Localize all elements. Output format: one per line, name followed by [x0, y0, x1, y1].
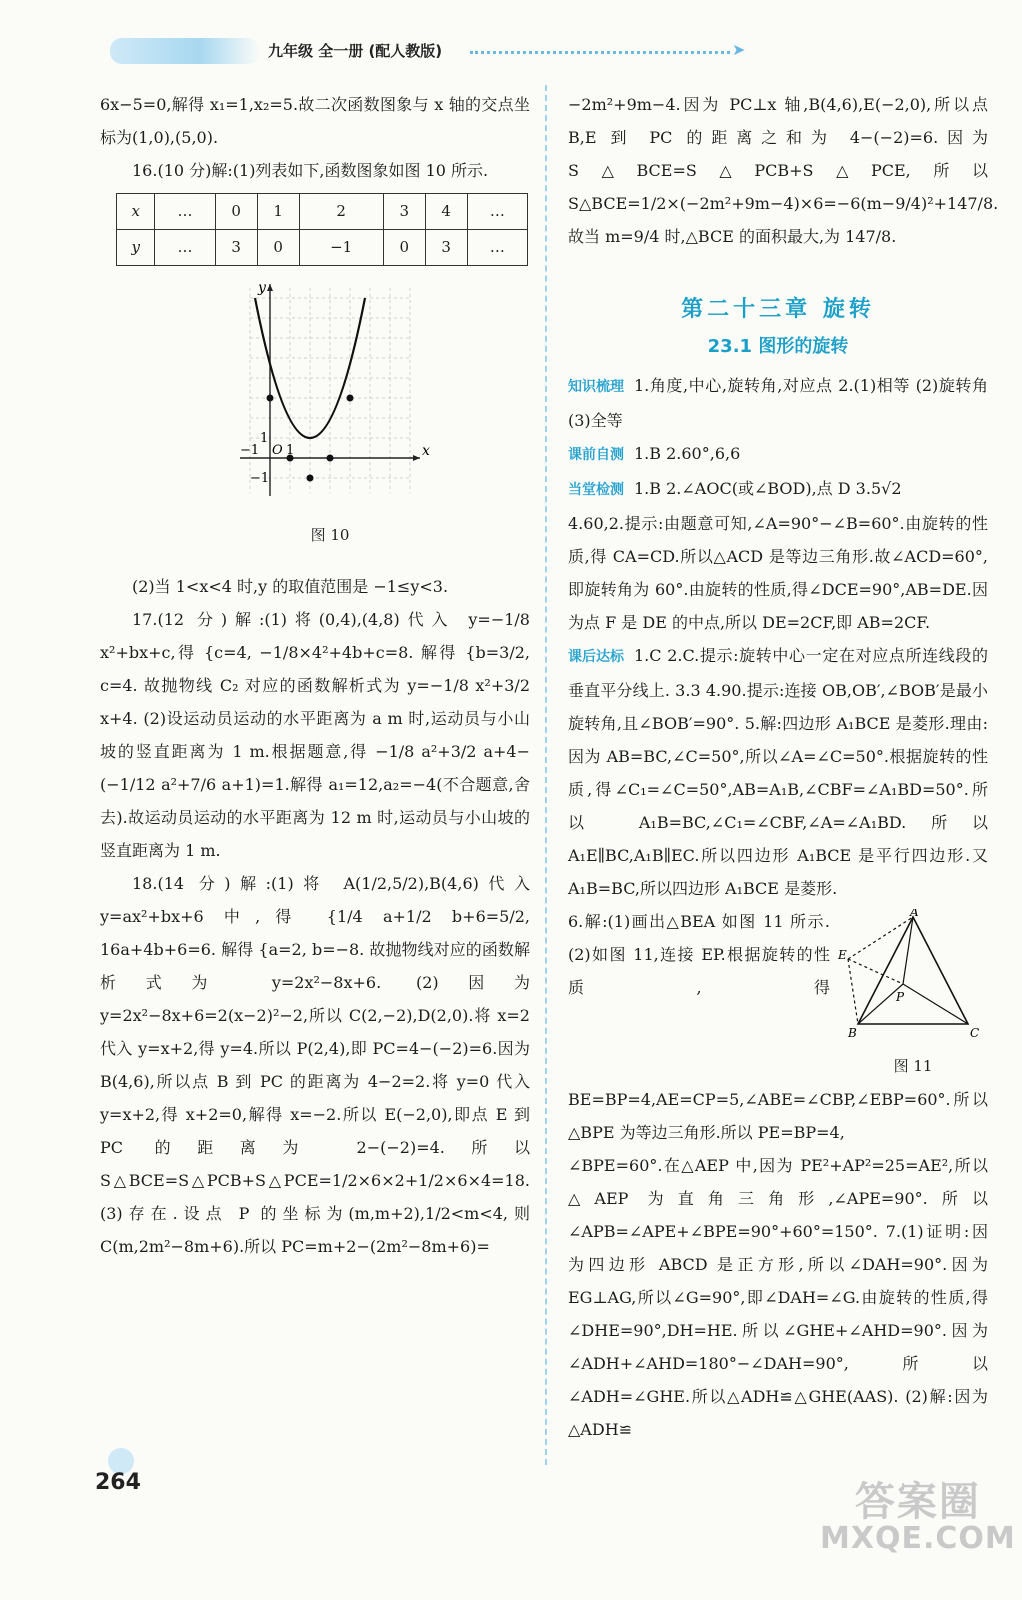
table-row [117, 230, 528, 266]
right-column [568, 88, 999, 1446]
origin-label: O [272, 443, 283, 458]
watermark-url: MXQE.COM [820, 1521, 1016, 1556]
y-axis-arrow [267, 284, 273, 291]
section-title: 23.1 图形的旋转 [707, 336, 849, 357]
segment-ea [848, 917, 913, 959]
answer-paragraph [568, 369, 988, 437]
answer-paragraph: ∠BPE=60°.在△AEP 中,因为 PE²+AP²=25=AE²,所以△AEP 为直角三角形,∠APE=90°.所以∠APB=∠APE+∠BPE=90°+60°=150°. 7.(1)证明:因为四边形 ABCD 是正方形,所以∠DAH=90°.因为 EG⊥AG,所以∠G=90°,即∠DAH=∠G.由旋转的性质,得∠DHE=90°,DH=HE.所以∠GHE+∠AHD=90°.因为∠ADH+∠AHD=180°−∠DAH=90°,所以∠ADH=∠GHE.所以△ADH≌△GHE(AAS). (2)解:因为△ADH≌ [568, 1156, 988, 1439]
vertex-label: P [896, 990, 905, 1004]
answer-paragraph: 16.(10 分)解:(1)列表如下,函数图象如图 10 所示. [132, 161, 489, 180]
table-cell: 2 [299, 194, 383, 230]
table-cell: 1 [257, 194, 299, 230]
table-cell: … [467, 194, 527, 230]
section-tag: 课后达标 [568, 649, 624, 665]
table-cell: 3 [425, 230, 467, 266]
answer-paragraph: 18.(14 分)解:(1)将 A(1/2,5/2),B(4,6)代入 y=ax²+bx+6 中,得 {1/4 a+1/2 b+6=5/2, 16a+4b+6=6. 解得 {a=2, b=−8. 故抛物线对应的函数解析式为 y=2x²−8x+6. (2)因为 y=2x²−8x+6=2(x−2)²−2,所以 C(2,−2),D(2,0).将 x=2 代入 y=x+2,得 y=4.所以 P(2,4),即 PC=4−(−2)=6.因为 B(4,6),所以点 B 到 PC 的距离为 4−2=2.将 y=0 代入 y=x+2,得 x+2=0,解得 x=−2.所以 E(−2,0),即点 E 到 PC 的距离为 2−(−2)=4.所以 S△BCE=S△PCB+S△PCE=1/2×6×2+1/2×6×4=18. (3)存在.设点 P 的坐标为(m,m+2),1/2<m<4,则 C(m,2m²−8m+6).所以 PC=m+2−(2m²−8m+6)= [100, 874, 530, 1256]
figure-11 [838, 909, 988, 1083]
header-title: 九年级 全一册 (配人教版) [268, 42, 443, 60]
point [307, 475, 314, 482]
answer-paragraph: 6.解:(1)画出△BEA 如图 11 所示. (2)如图 11,连接 EP.根据旋转的性质,得 BE=BP=4,AE=CP=5,∠ABE=∠CBP,∠EBP=60°.所以△BPE 为等边三角形.所以 PE=BP=4, [568, 912, 988, 1142]
vertex-label: A [910, 909, 919, 919]
header-decoration [110, 38, 260, 64]
answer-text: 1.B 2.60°,6,6 [634, 444, 741, 463]
vertex-label: E [838, 948, 847, 962]
section-tag: 课前自测 [568, 447, 624, 463]
x-axis-label: x [422, 443, 430, 459]
watermark-text: 答案圈 [854, 1479, 981, 1525]
answer-paragraph: 6x−5=0,解得 x₁=1,x₂=5.故二次函数图象与 x 轴的交点坐标为(1,0),(5,0). [100, 95, 530, 147]
watermark [820, 1470, 1016, 1556]
triangle-figure [838, 909, 988, 1039]
answer-paragraph [568, 472, 988, 507]
table-cell: 0 [383, 230, 425, 266]
section-tag: 当堂检测 [568, 482, 624, 498]
answer-text: 1.C 2.C.提示:旋转中心一定在对应点所连线段的垂直平分线上. 3.3 4.90.提示:连接 OB,OB′,∠BOB′是最小旋转角,且∠BOB′=90°. 5.解:四边形 A₁BCE 是菱形.理由:因为 AB=BC,∠C=50°,所以∠A=∠C=50°.根据旋转的性质,得∠C₁=∠C=50°,AB=A₁B,∠CBF=∠A₁BD=50°.所以 A₁B=BC,∠C₁=∠CBF,∠A=∠A₁BD.所以 A₁E∥BC,A₁B∥EC.所以四边形 A₁BCE 是平行四边形.又 A₁B=BC,所以四边形 A₁BCE 是菱形. [568, 646, 988, 898]
vertex-label: C [970, 1026, 980, 1039]
chapter-title: 第二十三章 旋转 [681, 297, 875, 322]
tick-label: −1 [250, 471, 270, 486]
answer-paragraph [568, 437, 988, 472]
value-table [116, 193, 528, 266]
parabola-graph [230, 278, 430, 508]
section-tag: 知识梳理 [568, 379, 624, 395]
table-cell: 3 [383, 194, 425, 230]
y-axis-label: y [258, 280, 266, 296]
figure-caption: 图 11 [893, 1057, 933, 1075]
answer-paragraph [568, 639, 988, 905]
figure-caption: 图 10 [310, 526, 350, 544]
page-header [0, 0, 1022, 80]
answer-text: 1.B 2.∠AOC(或∠BOD),点 D 3.5√2 [634, 479, 902, 498]
triangle-abc [858, 917, 968, 1024]
x-axis-arrow [413, 455, 420, 461]
table-cell: 4 [425, 194, 467, 230]
figure-10 [230, 278, 430, 552]
table-cell: 0 [215, 194, 257, 230]
point [327, 455, 334, 462]
left-column [100, 88, 530, 1263]
header-dotted-line [470, 51, 730, 54]
table-cell: 3 [215, 230, 257, 266]
point [267, 395, 274, 402]
table-cell: −1 [299, 230, 383, 266]
column-divider [545, 85, 547, 1465]
answer-text: 1.角度,中心,旋转角,对应点 2.(1)相等 (2)旋转角 (3)全等 [568, 376, 988, 430]
segment-ep [848, 959, 903, 984]
arrow-icon: ➤ [732, 40, 746, 59]
answer-paragraph: 4.60,2.提示:由题意可知,∠A=90°−∠B=60°.由旋转的性质,得 CA=CD.所以△ACD 是等边三角形.故∠ACD=60°,即旋转角为 60°.由旋转的性质,得∠DCE=90°,AB=DE.因为点 F 是 DE 的中点,所以 DE=2CF,即 AB=2CF. [568, 514, 988, 632]
tick-label: −1 [240, 443, 260, 458]
answer-paragraph: (2)当 1<x<4 时,y 的取值范围是 −1≤y<3. [132, 577, 449, 596]
answer-paragraph: 17.(12 分)解:(1)将(0,4),(4,8)代入 y=−1/8 x²+bx+c,得 {c=4, −1/8×4²+4b+c=8. 解得 {b=3/2, c=4. 故抛物线 C₂ 对应的函数解析式为 y=−1/8 x²+3/2 x+4. (2)设运动员运动的水平距离为 a m 时,运动员与小山坡的竖直距离为 1 m.根据题意,得 −1/8 a²+3/2 a+4−(−1/12 a²+7/6 a+1)=1.解得 a₁=12,a₂=−4(不合题意,舍去).故运动员运动的水平距离为 12 m 时,运动员与小山坡的竖直距离为 1 m. [100, 610, 530, 860]
tick-label: 1 [260, 431, 269, 446]
table-cell: … [155, 230, 215, 266]
grid [250, 288, 410, 493]
vertex-label: B [848, 1026, 857, 1039]
tick-label: 1 [286, 443, 295, 458]
table-cell: y [117, 230, 155, 266]
point [347, 395, 354, 402]
table-cell: 0 [257, 230, 299, 266]
segment-eb [848, 959, 858, 1024]
table-cell: … [467, 230, 527, 266]
table-cell: … [155, 194, 215, 230]
page-number: 264 [95, 1470, 141, 1495]
table-cell: x [117, 194, 155, 230]
answer-paragraph: −2m²+9m−4.因为 PC⊥x 轴,B(4,6),E(−2,0),所以点 B,E 到 PC 的距离之和为 4−(−2)=6.因为 S△BCE=S△PCB+S△PCE,所以 S△BCE=1/2×(−2m²+9m−4)×6=−6(m−9/4)²+147/8.故当 m=9/4 时,△BCE 的面积最大,为 147/8. [568, 95, 999, 246]
table-row [117, 194, 528, 230]
